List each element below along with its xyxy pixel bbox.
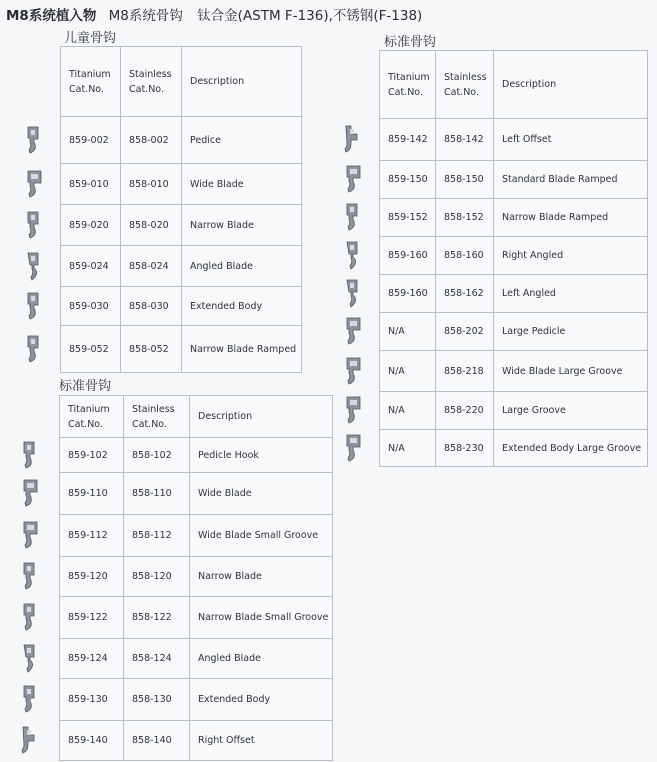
titanium-cat-no: 859-160 xyxy=(380,237,436,275)
stainless-cat-no: 858-102 xyxy=(124,438,190,473)
stainless-col-header-line: Cat.No. xyxy=(132,418,167,430)
stainless-col-header-line: Stainless xyxy=(444,71,487,83)
stainless-cat-no: 858-218 xyxy=(436,351,494,392)
stainless-cat-no: 858-160 xyxy=(436,237,494,275)
table-row xyxy=(380,199,648,237)
table-row xyxy=(380,119,648,161)
hook-description: Left Angled xyxy=(494,275,648,313)
hook-description: Right Angled xyxy=(494,237,648,275)
hook-description: Standard Blade Ramped xyxy=(494,161,648,199)
stainless-cat-no: 858-030 xyxy=(121,287,182,326)
hook-description: Narrow Blade xyxy=(182,205,302,246)
large-groove-hook-icon xyxy=(343,395,363,425)
stainless-cat-no: 858-202 xyxy=(436,313,494,351)
hook-description: Wide Blade Small Groove xyxy=(190,515,333,557)
titanium-col-header xyxy=(380,51,436,119)
wide-blade-hook-icon xyxy=(24,169,44,199)
stainless-cat-no: 858-220 xyxy=(436,392,494,430)
stainless-cat-no: 858-110 xyxy=(124,473,190,515)
table-row xyxy=(380,392,648,430)
hook-description: Pedicle Hook xyxy=(190,438,333,473)
hook-description: Wide Blade Large Groove xyxy=(494,351,648,392)
standard-hooks-table-right xyxy=(379,50,648,467)
stainless-col-header xyxy=(121,47,182,117)
stainless-cat-no: 858-020 xyxy=(121,205,182,246)
stainless-cat-no: 858-230 xyxy=(436,430,494,467)
description-col-header xyxy=(182,47,302,117)
table-row xyxy=(61,117,302,164)
stainless-cat-no: 858-150 xyxy=(436,161,494,199)
narrow-blade-hook-icon xyxy=(24,210,44,240)
hook-description: Narrow Blade Small Groove xyxy=(190,597,333,639)
hook-system-subtitle: M8系统骨钩 xyxy=(108,8,183,24)
stainless-cat-no: 858-162 xyxy=(436,275,494,313)
description-col-header-line: Description xyxy=(190,76,245,87)
table-row xyxy=(61,164,302,205)
hook-description: Left Offset xyxy=(494,119,648,161)
pediatric-hooks-table xyxy=(60,46,302,373)
stainless-col-header-line: Stainless xyxy=(129,68,172,80)
narrow-blade-hook-icon xyxy=(20,561,40,591)
stainless-cat-no: 858-052 xyxy=(121,326,182,373)
hook-description: Wide Blade xyxy=(190,473,333,515)
stainless-col-header-line: Cat.No. xyxy=(129,83,164,95)
titanium-col-header-line: Titanium xyxy=(69,68,111,80)
titanium-col-header xyxy=(61,47,121,117)
stainless-col-header-line: Stainless xyxy=(132,403,175,415)
stainless-cat-no: 858-130 xyxy=(124,679,190,721)
pedicle-hook-icon xyxy=(20,440,40,470)
titanium-cat-no: 859-110 xyxy=(60,473,124,515)
stainless-cat-no: 858-112 xyxy=(124,515,190,557)
table-row xyxy=(60,639,333,679)
titanium-col-header xyxy=(60,396,124,438)
hook-description: Narrow Blade Ramped xyxy=(494,199,648,237)
titanium-cat-no: N/A xyxy=(380,313,436,351)
stainless-cat-no: 858-140 xyxy=(124,721,190,761)
titanium-cat-no: N/A xyxy=(380,430,436,467)
stainless-cat-no: 858-002 xyxy=(121,117,182,164)
large-pedicle-hook-icon xyxy=(343,316,363,346)
narrow-blade-ramped-hook-icon xyxy=(343,202,363,232)
stainless-cat-no: 858-122 xyxy=(124,597,190,639)
titanium-cat-no: 859-142 xyxy=(380,119,436,161)
table-row xyxy=(60,679,333,721)
hook-description: Narrow Blade Ramped xyxy=(182,326,302,373)
table-row xyxy=(380,161,648,199)
standard-hooks-table-left xyxy=(59,395,333,761)
titanium-cat-no: 859-130 xyxy=(60,679,124,721)
table-row xyxy=(60,557,333,597)
materials-note: 钛合金(ASTM F-136),不锈钢(F-138) xyxy=(197,8,423,24)
titanium-cat-no: 859-010 xyxy=(61,164,121,205)
description-col-header xyxy=(494,51,648,119)
pediatric-hooks-title: 儿童骨钩 xyxy=(64,31,117,46)
pedicle-hook-icon xyxy=(24,125,44,155)
stainless-cat-no: 858-024 xyxy=(121,246,182,287)
hook-description: Extended Body Large Groove xyxy=(494,430,648,467)
hook-description: Right Offset xyxy=(190,721,333,761)
titanium-col-header-line: Titanium xyxy=(388,71,430,83)
titanium-cat-no: 859-030 xyxy=(61,287,121,326)
table-row xyxy=(61,205,302,246)
titanium-cat-no: 859-124 xyxy=(60,639,124,679)
standard-hooks-title-left: 标准骨钩 xyxy=(59,379,112,394)
wide-blade-small-groove-hook-icon xyxy=(20,520,40,550)
titanium-col-header-line: Titanium xyxy=(68,403,110,415)
table-row xyxy=(380,430,648,467)
titanium-cat-no: 859-020 xyxy=(61,205,121,246)
hook-description: Wide Blade xyxy=(182,164,302,205)
titanium-col-header-line: Cat.No. xyxy=(69,83,104,95)
table-row xyxy=(60,515,333,557)
description-col-header-line: Description xyxy=(198,411,253,422)
system-title: M8系统植入物 xyxy=(6,8,97,24)
hook-description: Pedice xyxy=(182,117,302,164)
stainless-cat-no: 858-120 xyxy=(124,557,190,597)
standard-blade-ramped-hook-icon xyxy=(343,164,363,194)
extended-body-hook-icon xyxy=(20,684,40,714)
titanium-col-header-line: Cat.No. xyxy=(68,418,103,430)
stainless-col-header-line: Cat.No. xyxy=(444,86,479,98)
hook-description: Extended Body xyxy=(182,287,302,326)
hook-description: Angled Blade xyxy=(182,246,302,287)
titanium-cat-no: N/A xyxy=(380,392,436,430)
titanium-cat-no: 859-102 xyxy=(60,438,124,473)
stainless-cat-no: 858-124 xyxy=(124,639,190,679)
table-row xyxy=(380,313,648,351)
titanium-cat-no: 859-160 xyxy=(380,275,436,313)
hook-description: Large Groove xyxy=(494,392,648,430)
wide-blade-hook-icon xyxy=(20,478,40,508)
right-offset-hook-icon xyxy=(20,725,40,755)
table-row xyxy=(61,246,302,287)
table-row xyxy=(380,237,648,275)
hook-description: Large Pedicle xyxy=(494,313,648,351)
table-row xyxy=(60,597,333,639)
angled-blade-hook-icon xyxy=(20,643,40,673)
hook-description: Extended Body xyxy=(190,679,333,721)
stainless-col-header xyxy=(124,396,190,438)
titanium-cat-no: 859-122 xyxy=(60,597,124,639)
angled-blade-hook-icon xyxy=(24,251,44,281)
page-header xyxy=(6,4,651,24)
extended-body-large-groove-hook-icon xyxy=(343,433,363,463)
extended-body-hook-icon xyxy=(24,291,44,321)
stainless-col-header xyxy=(436,51,494,119)
narrow-blade-ramped-hook-icon xyxy=(24,334,44,364)
left-angled-hook-icon xyxy=(343,278,363,308)
table-row xyxy=(60,438,333,473)
titanium-col-header-line: Cat.No. xyxy=(388,86,423,98)
wide-blade-large-groove-hook-icon xyxy=(343,356,363,386)
stainless-cat-no: 858-142 xyxy=(436,119,494,161)
titanium-cat-no: N/A xyxy=(380,351,436,392)
left-offset-hook-icon xyxy=(343,124,363,154)
table-row xyxy=(380,351,648,392)
table-row xyxy=(61,326,302,373)
titanium-cat-no: 859-140 xyxy=(60,721,124,761)
table-row xyxy=(60,473,333,515)
titanium-cat-no: 859-152 xyxy=(380,199,436,237)
table-row xyxy=(61,287,302,326)
narrow-blade-small-groove-hook-icon xyxy=(20,602,40,632)
description-col-header xyxy=(190,396,333,438)
hook-description: Narrow Blade xyxy=(190,557,333,597)
hook-description: Angled Blade xyxy=(190,639,333,679)
stainless-cat-no: 858-152 xyxy=(436,199,494,237)
description-col-header-line: Description xyxy=(502,79,557,90)
titanium-cat-no: 859-024 xyxy=(61,246,121,287)
titanium-cat-no: 859-120 xyxy=(60,557,124,597)
table-row xyxy=(60,721,333,761)
titanium-cat-no: 859-052 xyxy=(61,326,121,373)
titanium-cat-no: 859-002 xyxy=(61,117,121,164)
stainless-cat-no: 858-010 xyxy=(121,164,182,205)
right-angled-hook-icon xyxy=(343,240,363,270)
titanium-cat-no: 859-112 xyxy=(60,515,124,557)
table-row xyxy=(380,275,648,313)
standard-hooks-title-right: 标准骨钩 xyxy=(384,35,437,50)
titanium-cat-no: 859-150 xyxy=(380,161,436,199)
